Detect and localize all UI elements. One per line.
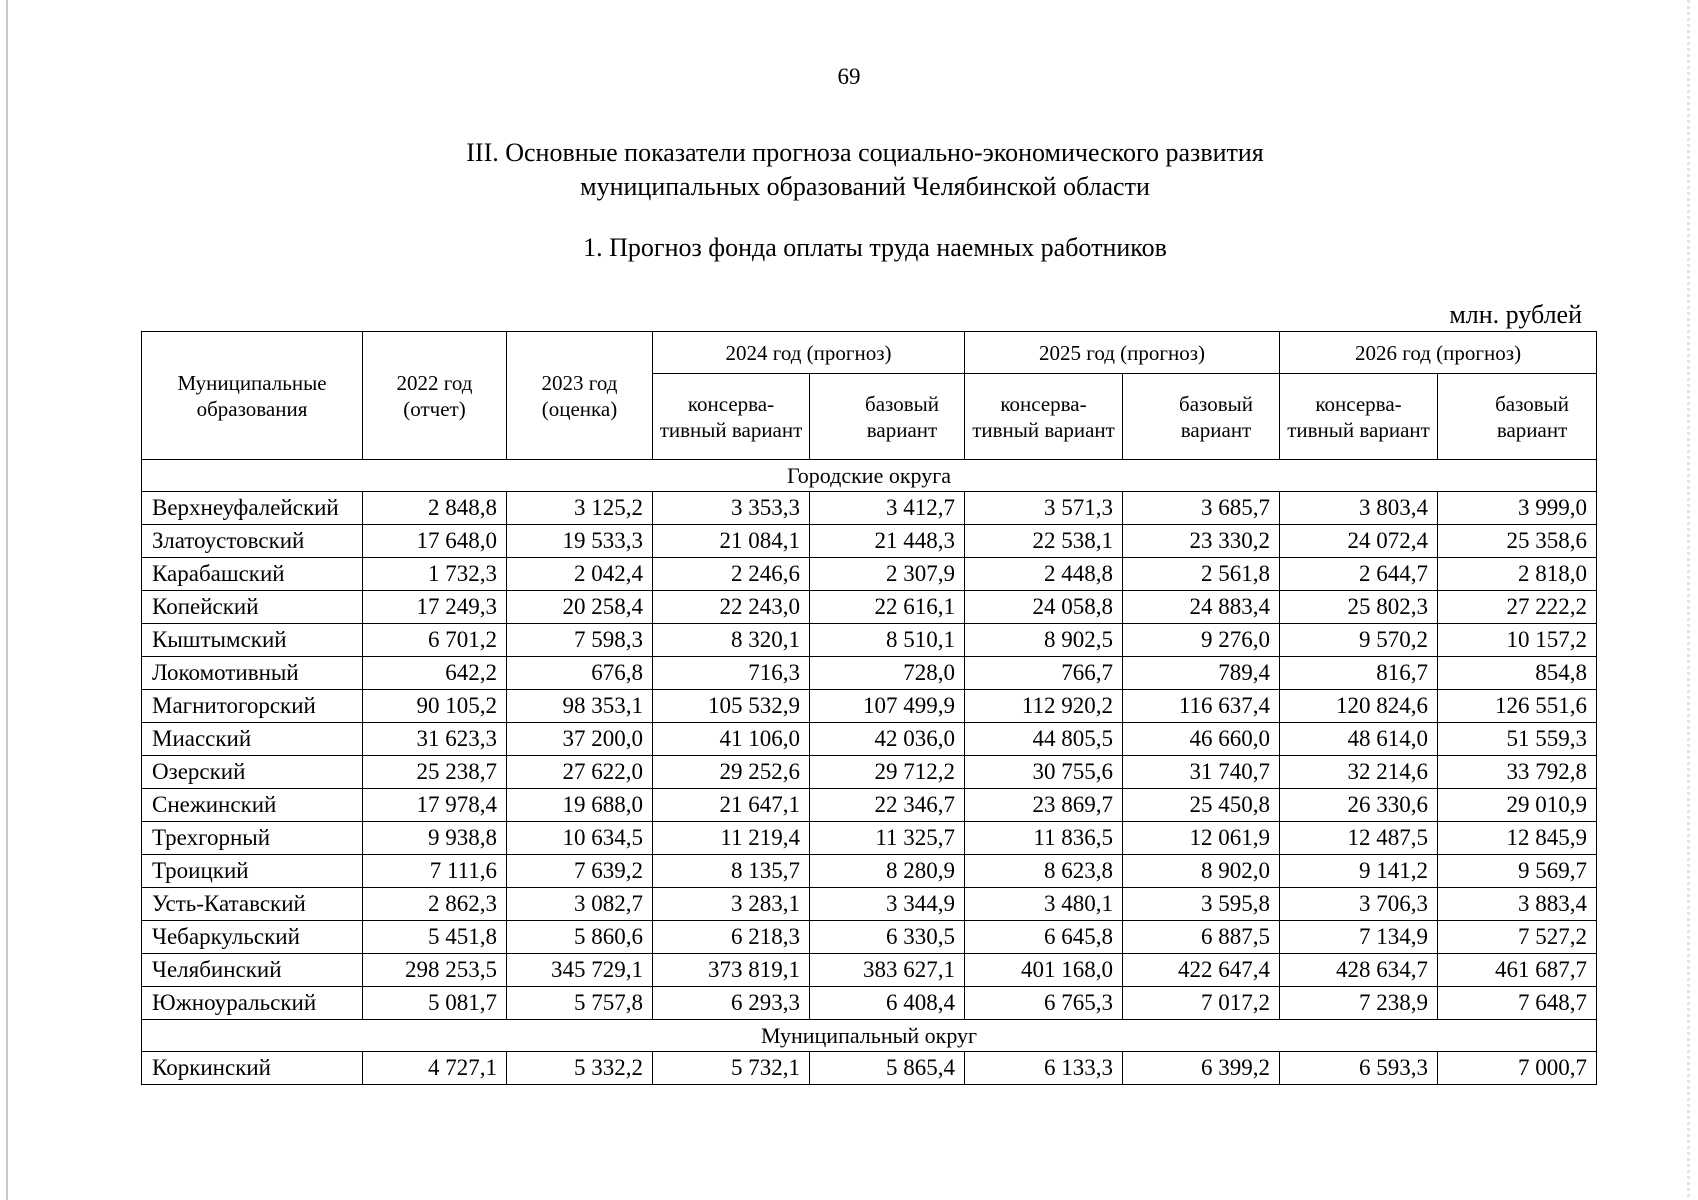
value-cell: 3 706,3 [1280, 888, 1438, 921]
value-cell: 6 330,5 [810, 921, 965, 954]
value-cell: 20 258,4 [507, 591, 653, 624]
page-number: 69 [837, 64, 861, 89]
value-cell: 8 320,1 [653, 624, 810, 657]
value-cell: 105 532,9 [653, 690, 810, 723]
value-cell: 8 902,5 [965, 624, 1123, 657]
value-cell: 3 999,0 [1438, 492, 1597, 525]
table-row [142, 525, 1597, 558]
value-cell: 12 061,9 [1123, 822, 1280, 855]
value-cell: 31 740,7 [1123, 756, 1280, 789]
value-cell: 9 276,0 [1123, 624, 1280, 657]
value-cell: 9 569,7 [1438, 855, 1597, 888]
value-cell: 116 637,4 [1123, 690, 1280, 723]
value-cell: 25 802,3 [1280, 591, 1438, 624]
table-row [142, 888, 1597, 921]
municipality-name: Озерский [142, 756, 363, 789]
value-cell: 11 219,4 [653, 822, 810, 855]
header-2026-conservative: консерва- тивный вариант [1280, 374, 1438, 460]
value-cell: 789,4 [1123, 657, 1280, 690]
value-cell: 3 595,8 [1123, 888, 1280, 921]
table-row [142, 987, 1597, 1020]
value-cell: 6 399,2 [1123, 1052, 1280, 1085]
table-subtitle: 1. Прогноз фонда оплаты труда наемных работников [583, 233, 1167, 262]
municipality-name: Усть-Катавский [142, 888, 363, 921]
value-cell: 3 353,3 [653, 492, 810, 525]
document-title [0, 136, 1698, 204]
value-cell: 12 845,9 [1438, 822, 1597, 855]
value-cell: 401 168,0 [965, 954, 1123, 987]
value-cell: 25 358,6 [1438, 525, 1597, 558]
table-row [142, 492, 1597, 525]
value-cell: 298 253,5 [363, 954, 507, 987]
municipality-name: Магнитогорский [142, 690, 363, 723]
value-cell: 120 824,6 [1280, 690, 1438, 723]
value-cell: 5 732,1 [653, 1052, 810, 1085]
municipality-name: Коркинский [142, 1052, 363, 1085]
value-cell: 7 598,3 [507, 624, 653, 657]
value-cell: 7 238,9 [1280, 987, 1438, 1020]
value-cell: 2 848,8 [363, 492, 507, 525]
value-cell: 716,3 [653, 657, 810, 690]
value-cell: 2 246,6 [653, 558, 810, 591]
value-cell: 5 081,7 [363, 987, 507, 1020]
table-row [142, 657, 1597, 690]
value-cell: 21 647,1 [653, 789, 810, 822]
value-cell: 5 865,4 [810, 1052, 965, 1085]
value-cell: 8 135,7 [653, 855, 810, 888]
header-2025-base: базовый вариант [1123, 374, 1280, 460]
value-cell: 2 307,9 [810, 558, 965, 591]
value-cell: 6 133,3 [965, 1052, 1123, 1085]
value-cell: 42 036,0 [810, 723, 965, 756]
value-cell: 7 527,2 [1438, 921, 1597, 954]
value-cell: 90 105,2 [363, 690, 507, 723]
value-cell: 383 627,1 [810, 954, 965, 987]
value-cell: 29 712,2 [810, 756, 965, 789]
value-cell: 22 243,0 [653, 591, 810, 624]
value-cell: 17 648,0 [363, 525, 507, 558]
value-cell: 98 353,1 [507, 690, 653, 723]
value-cell: 7 134,9 [1280, 921, 1438, 954]
value-cell: 22 346,7 [810, 789, 965, 822]
value-cell: 6 593,3 [1280, 1052, 1438, 1085]
value-cell: 2 042,4 [507, 558, 653, 591]
value-cell: 1 732,3 [363, 558, 507, 591]
municipality-name: Челябинский [142, 954, 363, 987]
value-cell: 7 111,6 [363, 855, 507, 888]
value-cell: 21 448,3 [810, 525, 965, 558]
value-cell: 33 792,8 [1438, 756, 1597, 789]
municipality-name: Кыштымский [142, 624, 363, 657]
table-row [142, 690, 1597, 723]
value-cell: 5 451,8 [363, 921, 507, 954]
header-2025: 2025 год (прогноз) [965, 332, 1280, 374]
value-cell: 6 293,3 [653, 987, 810, 1020]
value-cell: 676,8 [507, 657, 653, 690]
value-cell: 51 559,3 [1438, 723, 1597, 756]
value-cell: 2 448,8 [965, 558, 1123, 591]
value-cell: 5 757,8 [507, 987, 653, 1020]
header-2023: 2023 год (оценка) [507, 332, 653, 460]
value-cell: 11 325,7 [810, 822, 965, 855]
value-cell: 24 072,4 [1280, 525, 1438, 558]
value-cell: 24 058,8 [965, 591, 1123, 624]
value-cell: 7 639,2 [507, 855, 653, 888]
value-cell: 2 561,8 [1123, 558, 1280, 591]
table-row [142, 855, 1597, 888]
header-2024-base: базовый вариант [810, 374, 965, 460]
value-cell: 25 450,8 [1123, 789, 1280, 822]
municipality-name: Копейский [142, 591, 363, 624]
value-cell: 31 623,3 [363, 723, 507, 756]
section-municipal-district: Муниципальный округ [142, 1020, 1597, 1052]
value-cell: 7 017,2 [1123, 987, 1280, 1020]
header-municipality: Муниципальные образования [142, 332, 363, 460]
value-cell: 19 533,3 [507, 525, 653, 558]
value-cell: 854,8 [1438, 657, 1597, 690]
value-cell: 5 332,2 [507, 1052, 653, 1085]
table-row [142, 789, 1597, 822]
value-cell: 9 570,2 [1280, 624, 1438, 657]
value-cell: 4 727,1 [363, 1052, 507, 1085]
value-cell: 2 862,3 [363, 888, 507, 921]
value-cell: 37 200,0 [507, 723, 653, 756]
municipality-name: Южноуральский [142, 987, 363, 1020]
value-cell: 48 614,0 [1280, 723, 1438, 756]
value-cell: 23 330,2 [1123, 525, 1280, 558]
value-cell: 345 729,1 [507, 954, 653, 987]
value-cell: 6 408,4 [810, 987, 965, 1020]
value-cell: 12 487,5 [1280, 822, 1438, 855]
value-cell: 27 622,0 [507, 756, 653, 789]
table-row [142, 591, 1597, 624]
value-cell: 3 344,9 [810, 888, 965, 921]
value-cell: 23 869,7 [965, 789, 1123, 822]
header-2025-conservative: консерва- тивный вариант [965, 374, 1123, 460]
value-cell: 5 860,6 [507, 921, 653, 954]
value-cell: 6 765,3 [965, 987, 1123, 1020]
wage-fund-forecast-table [141, 331, 1597, 1085]
value-cell: 44 805,5 [965, 723, 1123, 756]
value-cell: 461 687,7 [1438, 954, 1597, 987]
value-cell: 30 755,6 [965, 756, 1123, 789]
section-municipal-district-row [142, 1020, 1597, 1052]
value-cell: 3 480,1 [965, 888, 1123, 921]
header-2022: 2022 год (отчет) [363, 332, 507, 460]
value-cell: 24 883,4 [1123, 591, 1280, 624]
value-cell: 8 280,9 [810, 855, 965, 888]
value-cell: 8 623,8 [965, 855, 1123, 888]
value-cell: 11 836,5 [965, 822, 1123, 855]
municipality-name: Златоустовский [142, 525, 363, 558]
municipality-name: Чебаркульский [142, 921, 363, 954]
value-cell: 22 616,1 [810, 591, 965, 624]
value-cell: 6 887,5 [1123, 921, 1280, 954]
value-cell: 10 157,2 [1438, 624, 1597, 657]
value-cell: 9 938,8 [363, 822, 507, 855]
value-cell: 27 222,2 [1438, 591, 1597, 624]
value-cell: 41 106,0 [653, 723, 810, 756]
municipality-name: Верхнеуфалейский [142, 492, 363, 525]
value-cell: 3 685,7 [1123, 492, 1280, 525]
value-cell: 373 819,1 [653, 954, 810, 987]
value-cell: 2 818,0 [1438, 558, 1597, 591]
value-cell: 29 010,9 [1438, 789, 1597, 822]
value-cell: 8 510,1 [810, 624, 965, 657]
value-cell: 22 538,1 [965, 525, 1123, 558]
value-cell: 428 634,7 [1280, 954, 1438, 987]
municipality-name: Троицкий [142, 855, 363, 888]
value-cell: 7 648,7 [1438, 987, 1597, 1020]
value-cell: 107 499,9 [810, 690, 965, 723]
header-2026-base: базовый вариант [1438, 374, 1597, 460]
value-cell: 21 084,1 [653, 525, 810, 558]
title-line-2: муниципальных образований Челябинской области [580, 172, 1150, 201]
value-cell: 6 701,2 [363, 624, 507, 657]
value-cell: 3 082,7 [507, 888, 653, 921]
value-cell: 642,2 [363, 657, 507, 690]
table-body [142, 460, 1597, 1085]
value-cell: 17 249,3 [363, 591, 507, 624]
header-row-years [142, 332, 1597, 374]
value-cell: 7 000,7 [1438, 1052, 1597, 1085]
value-cell: 17 978,4 [363, 789, 507, 822]
value-cell: 29 252,6 [653, 756, 810, 789]
municipality-name: Карабашский [142, 558, 363, 591]
table-row [142, 723, 1597, 756]
value-cell: 112 920,2 [965, 690, 1123, 723]
value-cell: 9 141,2 [1280, 855, 1438, 888]
value-cell: 6 218,3 [653, 921, 810, 954]
title-line-1: III. Основные показатели прогноза социально-экономического развития [466, 138, 1264, 167]
value-cell: 2 644,7 [1280, 558, 1438, 591]
value-cell: 126 551,6 [1438, 690, 1597, 723]
table-row [142, 954, 1597, 987]
value-cell: 3 803,4 [1280, 492, 1438, 525]
municipality-name: Миасский [142, 723, 363, 756]
value-cell: 6 645,8 [965, 921, 1123, 954]
value-cell: 32 214,6 [1280, 756, 1438, 789]
table-row [142, 756, 1597, 789]
value-cell: 26 330,6 [1280, 789, 1438, 822]
value-cell: 3 571,3 [965, 492, 1123, 525]
value-cell: 8 902,0 [1123, 855, 1280, 888]
value-cell: 816,7 [1280, 657, 1438, 690]
municipality-name: Локомотивный [142, 657, 363, 690]
value-cell: 3 125,2 [507, 492, 653, 525]
value-cell: 3 283,1 [653, 888, 810, 921]
value-cell: 422 647,4 [1123, 954, 1280, 987]
section-urban-districts: Городские округа [142, 460, 1597, 492]
section-urban-districts-row [142, 460, 1597, 492]
table-row [142, 1052, 1597, 1085]
municipality-name: Снежинский [142, 789, 363, 822]
value-cell: 3 412,7 [810, 492, 965, 525]
units-label: млн. рублей [1449, 300, 1582, 329]
value-cell: 728,0 [810, 657, 965, 690]
header-2024-conservative: консерва- тивный вариант [653, 374, 810, 460]
value-cell: 25 238,7 [363, 756, 507, 789]
municipality-name: Трехгорный [142, 822, 363, 855]
table-row [142, 822, 1597, 855]
value-cell: 10 634,5 [507, 822, 653, 855]
table-row [142, 558, 1597, 591]
value-cell: 19 688,0 [507, 789, 653, 822]
table-row [142, 624, 1597, 657]
header-2026: 2026 год (прогноз) [1280, 332, 1597, 374]
table-row [142, 921, 1597, 954]
value-cell: 46 660,0 [1123, 723, 1280, 756]
value-cell: 3 883,4 [1438, 888, 1597, 921]
value-cell: 766,7 [965, 657, 1123, 690]
header-2024: 2024 год (прогноз) [653, 332, 965, 374]
